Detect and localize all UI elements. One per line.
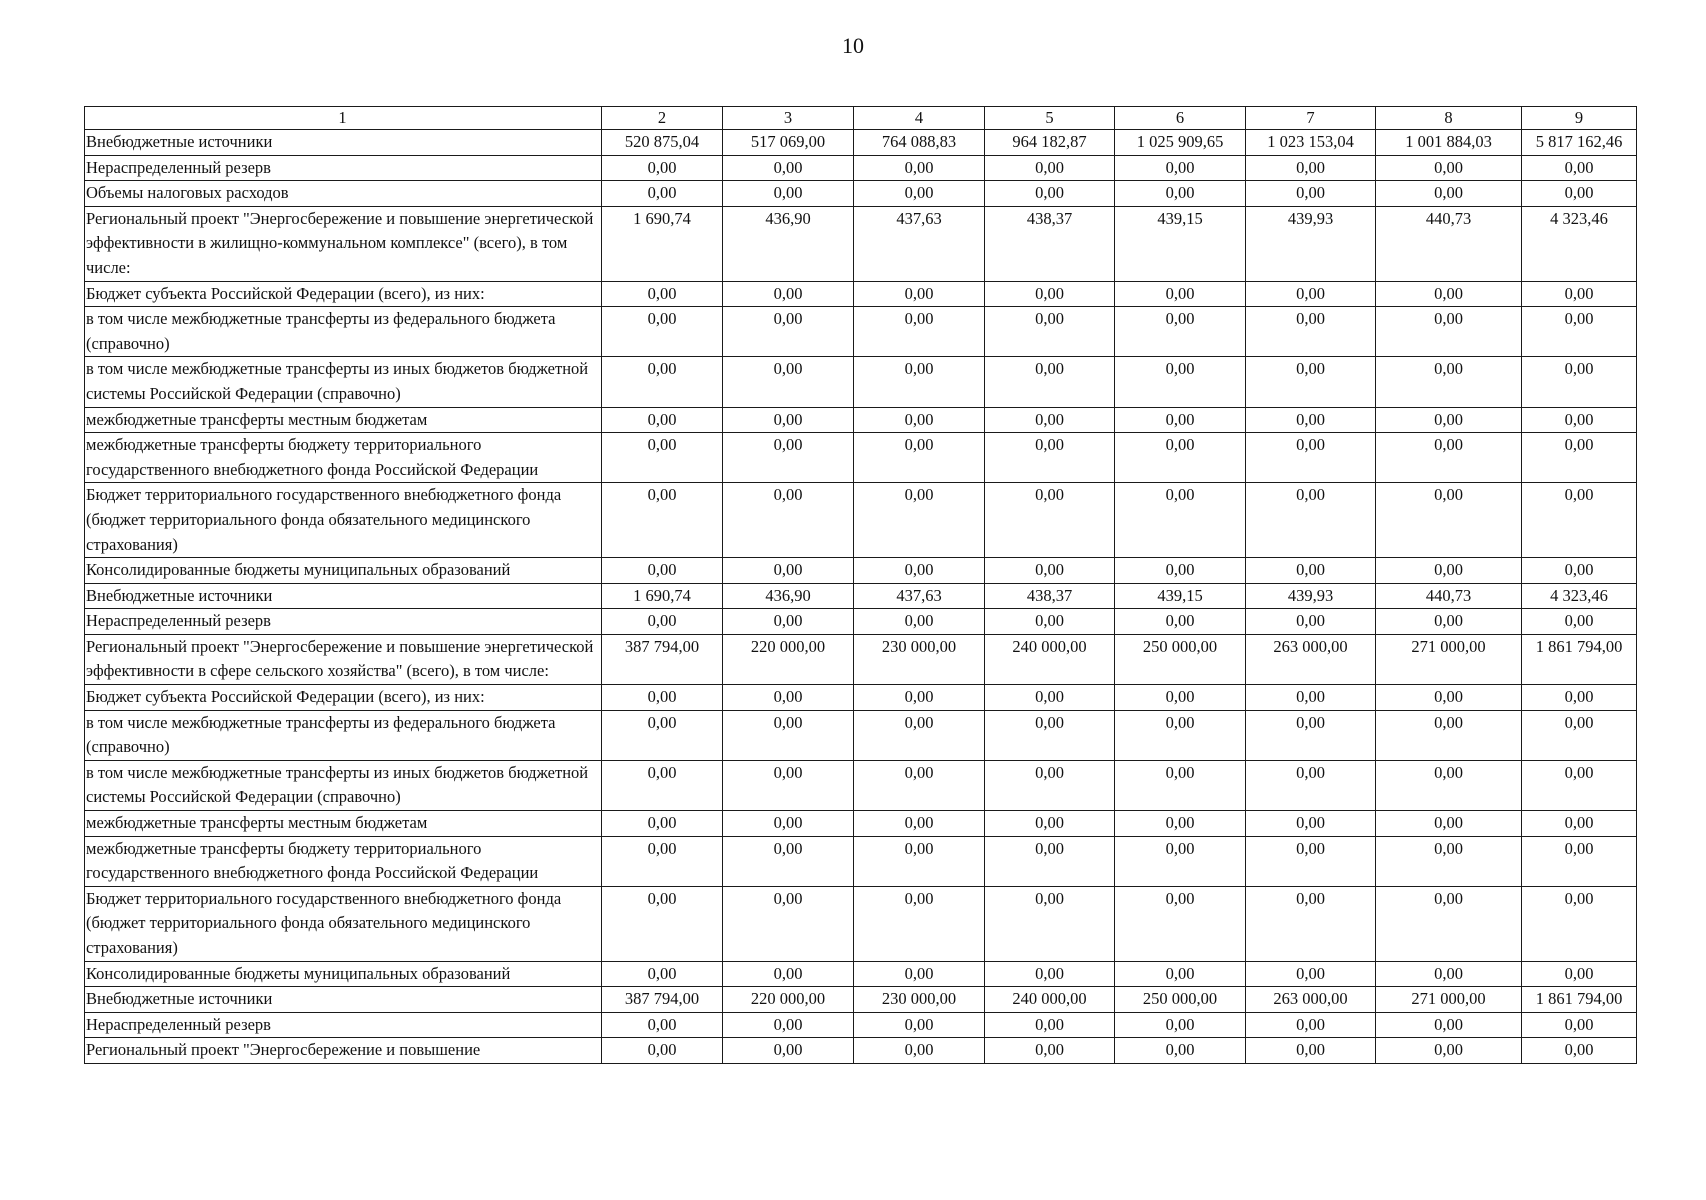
value-cell: 0,00	[602, 1038, 723, 1064]
table-row	[85, 483, 1637, 558]
value-cell: 0,00	[854, 836, 985, 886]
value-cell: 0,00	[1246, 609, 1376, 635]
value-cell: 387 794,00	[602, 987, 723, 1013]
value-cell: 0,00	[1115, 307, 1246, 357]
value-cell: 0,00	[723, 760, 854, 810]
value-cell: 0,00	[1246, 811, 1376, 837]
value-cell: 0,00	[1522, 307, 1637, 357]
row-label: Объемы налоговых расходов	[85, 181, 602, 207]
value-cell: 0,00	[854, 1012, 985, 1038]
value-cell: 0,00	[602, 181, 723, 207]
value-cell: 0,00	[1246, 281, 1376, 307]
value-cell: 0,00	[985, 811, 1115, 837]
value-cell: 0,00	[1115, 181, 1246, 207]
value-cell: 0,00	[1115, 407, 1246, 433]
row-label: в том числе межбюджетные трансферты из иных бюджетов бюджетной системы Российской Федерации (справочно)	[85, 357, 602, 407]
row-label: Бюджет субъекта Российской Федерации (всего), из них:	[85, 685, 602, 711]
value-cell: 0,00	[602, 609, 723, 635]
column-number-row	[85, 107, 1637, 130]
value-cell: 1 861 794,00	[1522, 634, 1637, 684]
value-cell: 271 000,00	[1376, 987, 1522, 1013]
value-cell: 0,00	[1376, 609, 1522, 635]
value-cell: 4 323,46	[1522, 206, 1637, 281]
value-cell: 230 000,00	[854, 987, 985, 1013]
row-label: в том числе межбюджетные трансферты из иных бюджетов бюджетной системы Российской Федерации (справочно)	[85, 760, 602, 810]
value-cell: 0,00	[985, 1012, 1115, 1038]
value-cell: 0,00	[1376, 357, 1522, 407]
table-row	[85, 181, 1637, 207]
value-cell: 0,00	[854, 181, 985, 207]
value-cell: 263 000,00	[1246, 987, 1376, 1013]
value-cell: 0,00	[854, 685, 985, 711]
table-row	[85, 1012, 1637, 1038]
table-row	[85, 685, 1637, 711]
value-cell: 0,00	[854, 433, 985, 483]
column-header: 6	[1115, 107, 1246, 130]
value-cell: 0,00	[985, 710, 1115, 760]
value-cell: 0,00	[1246, 155, 1376, 181]
value-cell: 0,00	[602, 483, 723, 558]
value-cell: 0,00	[602, 1012, 723, 1038]
page-number: 10	[842, 33, 864, 58]
value-cell: 764 088,83	[854, 130, 985, 156]
value-cell: 0,00	[985, 1038, 1115, 1064]
value-cell: 438,37	[985, 206, 1115, 281]
value-cell: 0,00	[985, 558, 1115, 584]
value-cell: 220 000,00	[723, 634, 854, 684]
value-cell: 440,73	[1376, 583, 1522, 609]
value-cell: 964 182,87	[985, 130, 1115, 156]
value-cell: 0,00	[985, 181, 1115, 207]
value-cell: 0,00	[854, 307, 985, 357]
value-cell: 0,00	[723, 181, 854, 207]
row-label: Внебюджетные источники	[85, 583, 602, 609]
value-cell: 0,00	[985, 357, 1115, 407]
value-cell: 0,00	[985, 307, 1115, 357]
row-label: межбюджетные трансферты местным бюджетам	[85, 407, 602, 433]
row-label: Внебюджетные источники	[85, 130, 602, 156]
value-cell: 0,00	[723, 483, 854, 558]
value-cell: 0,00	[1522, 1038, 1637, 1064]
value-cell: 0,00	[1376, 1012, 1522, 1038]
value-cell: 240 000,00	[985, 987, 1115, 1013]
value-cell: 0,00	[1522, 558, 1637, 584]
value-cell: 0,00	[723, 1012, 854, 1038]
value-cell: 0,00	[1115, 760, 1246, 810]
value-cell: 0,00	[723, 836, 854, 886]
value-cell: 0,00	[1522, 886, 1637, 961]
value-cell: 0,00	[985, 155, 1115, 181]
table-row	[85, 307, 1637, 357]
value-cell: 0,00	[602, 558, 723, 584]
column-header: 3	[723, 107, 854, 130]
value-cell: 0,00	[723, 433, 854, 483]
value-cell: 0,00	[854, 155, 985, 181]
value-cell: 0,00	[1246, 685, 1376, 711]
value-cell: 0,00	[1376, 836, 1522, 886]
value-cell: 0,00	[1376, 710, 1522, 760]
value-cell: 387 794,00	[602, 634, 723, 684]
value-cell: 0,00	[1246, 483, 1376, 558]
table-row	[85, 811, 1637, 837]
value-cell: 439,15	[1115, 206, 1246, 281]
table-row	[85, 634, 1637, 684]
column-header: 2	[602, 107, 723, 130]
value-cell: 0,00	[1376, 558, 1522, 584]
value-cell: 0,00	[602, 811, 723, 837]
value-cell: 0,00	[985, 760, 1115, 810]
value-cell: 0,00	[602, 961, 723, 987]
value-cell: 0,00	[1376, 407, 1522, 433]
table-row	[85, 961, 1637, 987]
value-cell: 0,00	[854, 407, 985, 433]
value-cell: 0,00	[1376, 886, 1522, 961]
value-cell: 0,00	[723, 609, 854, 635]
value-cell: 0,00	[1246, 357, 1376, 407]
value-cell: 0,00	[854, 357, 985, 407]
table-row	[85, 155, 1637, 181]
table-body	[85, 107, 1637, 1064]
value-cell: 0,00	[1246, 1012, 1376, 1038]
value-cell: 440,73	[1376, 206, 1522, 281]
row-label: Нераспределенный резерв	[85, 609, 602, 635]
value-cell: 0,00	[723, 407, 854, 433]
value-cell: 0,00	[1115, 710, 1246, 760]
value-cell: 436,90	[723, 206, 854, 281]
value-cell: 436,90	[723, 583, 854, 609]
value-cell: 0,00	[985, 483, 1115, 558]
value-cell: 0,00	[723, 1038, 854, 1064]
column-header: 9	[1522, 107, 1637, 130]
row-label: межбюджетные трансферты бюджету территориального государственного внебюджетного фонда Российской Федерации	[85, 433, 602, 483]
value-cell: 0,00	[723, 710, 854, 760]
value-cell: 0,00	[1115, 433, 1246, 483]
column-header: 4	[854, 107, 985, 130]
value-cell: 0,00	[1246, 836, 1376, 886]
table-row	[85, 760, 1637, 810]
table-row	[85, 281, 1637, 307]
value-cell: 0,00	[1522, 433, 1637, 483]
value-cell: 230 000,00	[854, 634, 985, 684]
value-cell: 0,00	[602, 685, 723, 711]
value-cell: 0,00	[602, 836, 723, 886]
value-cell: 0,00	[985, 961, 1115, 987]
row-label: в том числе межбюджетные трансферты из федерального бюджета (справочно)	[85, 307, 602, 357]
value-cell: 0,00	[1115, 357, 1246, 407]
value-cell: 0,00	[602, 357, 723, 407]
value-cell: 0,00	[1522, 961, 1637, 987]
row-label: Нераспределенный резерв	[85, 1012, 602, 1038]
value-cell: 0,00	[602, 760, 723, 810]
value-cell: 520 875,04	[602, 130, 723, 156]
value-cell: 0,00	[1115, 281, 1246, 307]
value-cell: 250 000,00	[1115, 634, 1246, 684]
row-label: Внебюджетные источники	[85, 987, 602, 1013]
value-cell: 0,00	[1115, 609, 1246, 635]
value-cell: 0,00	[1246, 181, 1376, 207]
value-cell: 437,63	[854, 583, 985, 609]
value-cell: 0,00	[985, 407, 1115, 433]
value-cell: 0,00	[1115, 155, 1246, 181]
value-cell: 0,00	[985, 281, 1115, 307]
value-cell: 0,00	[1246, 1038, 1376, 1064]
value-cell: 0,00	[1522, 281, 1637, 307]
column-header: 8	[1376, 107, 1522, 130]
table-row	[85, 836, 1637, 886]
row-label: Бюджет субъекта Российской Федерации (всего), из них:	[85, 281, 602, 307]
value-cell: 1 861 794,00	[1522, 987, 1637, 1013]
value-cell: 439,93	[1246, 583, 1376, 609]
value-cell: 263 000,00	[1246, 634, 1376, 684]
value-cell: 0,00	[1115, 836, 1246, 886]
table-row	[85, 710, 1637, 760]
column-header: 7	[1246, 107, 1376, 130]
row-label: Бюджет территориального государственного внебюджетного фонда (бюджет территориального фонда обязательного медицинского страхования)	[85, 483, 602, 558]
value-cell: 0,00	[1115, 1012, 1246, 1038]
value-cell: 0,00	[1115, 1038, 1246, 1064]
value-cell: 0,00	[1376, 155, 1522, 181]
value-cell: 0,00	[854, 811, 985, 837]
value-cell: 0,00	[602, 281, 723, 307]
value-cell: 0,00	[1376, 433, 1522, 483]
value-cell: 0,00	[854, 1038, 985, 1064]
value-cell: 0,00	[602, 433, 723, 483]
row-label: Региональный проект "Энергосбережение и повышение энергетической эффективности в жилищно-коммунальном комплексе" (всего), в том числе:	[85, 206, 602, 281]
value-cell: 0,00	[723, 685, 854, 711]
table-row	[85, 609, 1637, 635]
value-cell: 0,00	[854, 961, 985, 987]
row-label: в том числе межбюджетные трансферты из федерального бюджета (справочно)	[85, 710, 602, 760]
value-cell: 0,00	[1246, 710, 1376, 760]
value-cell: 0,00	[1522, 1012, 1637, 1038]
value-cell: 0,00	[602, 407, 723, 433]
value-cell: 0,00	[1522, 483, 1637, 558]
value-cell: 0,00	[1522, 609, 1637, 635]
value-cell: 5 817 162,46	[1522, 130, 1637, 156]
value-cell: 220 000,00	[723, 987, 854, 1013]
value-cell: 0,00	[1246, 307, 1376, 357]
value-cell: 0,00	[723, 155, 854, 181]
table-row	[85, 407, 1637, 433]
value-cell: 0,00	[1376, 483, 1522, 558]
value-cell: 271 000,00	[1376, 634, 1522, 684]
value-cell: 0,00	[723, 281, 854, 307]
value-cell: 0,00	[985, 433, 1115, 483]
value-cell: 517 069,00	[723, 130, 854, 156]
table-row	[85, 1038, 1637, 1064]
value-cell: 0,00	[854, 760, 985, 810]
value-cell: 437,63	[854, 206, 985, 281]
value-cell: 0,00	[1376, 1038, 1522, 1064]
value-cell: 1 001 884,03	[1376, 130, 1522, 156]
value-cell: 1 023 153,04	[1246, 130, 1376, 156]
value-cell: 0,00	[854, 281, 985, 307]
value-cell: 0,00	[1115, 685, 1246, 711]
value-cell: 0,00	[854, 886, 985, 961]
value-cell: 0,00	[723, 961, 854, 987]
value-cell: 0,00	[723, 886, 854, 961]
value-cell: 0,00	[1246, 961, 1376, 987]
value-cell: 0,00	[1522, 685, 1637, 711]
value-cell: 240 000,00	[985, 634, 1115, 684]
value-cell: 0,00	[1522, 357, 1637, 407]
row-label: Консолидированные бюджеты муниципальных образований	[85, 961, 602, 987]
table-row	[85, 357, 1637, 407]
value-cell: 0,00	[1376, 685, 1522, 711]
value-cell: 0,00	[1115, 483, 1246, 558]
row-label: Консолидированные бюджеты муниципальных образований	[85, 558, 602, 584]
value-cell: 0,00	[723, 357, 854, 407]
value-cell: 0,00	[1115, 558, 1246, 584]
table-row	[85, 583, 1637, 609]
value-cell: 0,00	[1246, 433, 1376, 483]
value-cell: 0,00	[854, 483, 985, 558]
column-header: 1	[85, 107, 602, 130]
value-cell: 0,00	[723, 811, 854, 837]
value-cell: 0,00	[1115, 886, 1246, 961]
value-cell: 0,00	[1376, 961, 1522, 987]
table-row	[85, 558, 1637, 584]
value-cell: 439,15	[1115, 583, 1246, 609]
value-cell: 0,00	[602, 155, 723, 181]
value-cell: 0,00	[1246, 886, 1376, 961]
budget-table	[84, 106, 1637, 1064]
value-cell: 0,00	[985, 685, 1115, 711]
row-label: Бюджет территориального государственного внебюджетного фонда (бюджет территориального фонда обязательного медицинского страхования)	[85, 886, 602, 961]
row-label: межбюджетные трансферты бюджету территориального государственного внебюджетного фонда Российской Федерации	[85, 836, 602, 886]
value-cell: 0,00	[1376, 307, 1522, 357]
row-label: межбюджетные трансферты местным бюджетам	[85, 811, 602, 837]
value-cell: 0,00	[723, 307, 854, 357]
table-row	[85, 206, 1637, 281]
row-label: Региональный проект "Энергосбережение и повышение	[85, 1038, 602, 1064]
column-header: 5	[985, 107, 1115, 130]
value-cell: 0,00	[1522, 710, 1637, 760]
value-cell: 0,00	[1522, 760, 1637, 810]
value-cell: 0,00	[985, 609, 1115, 635]
value-cell: 0,00	[1522, 836, 1637, 886]
value-cell: 0,00	[602, 307, 723, 357]
value-cell: 0,00	[602, 886, 723, 961]
row-label: Нераспределенный резерв	[85, 155, 602, 181]
table-row	[85, 433, 1637, 483]
value-cell: 0,00	[1522, 155, 1637, 181]
value-cell: 438,37	[985, 583, 1115, 609]
value-cell: 0,00	[985, 836, 1115, 886]
value-cell: 0,00	[1376, 181, 1522, 207]
value-cell: 1 690,74	[602, 583, 723, 609]
value-cell: 0,00	[854, 609, 985, 635]
value-cell: 0,00	[1376, 811, 1522, 837]
table-row	[85, 886, 1637, 961]
value-cell: 0,00	[1522, 811, 1637, 837]
value-cell: 0,00	[1376, 760, 1522, 810]
value-cell: 0,00	[1246, 407, 1376, 433]
value-cell: 439,93	[1246, 206, 1376, 281]
value-cell: 250 000,00	[1115, 987, 1246, 1013]
value-cell: 0,00	[985, 886, 1115, 961]
value-cell: 1 025 909,65	[1115, 130, 1246, 156]
value-cell: 0,00	[1246, 760, 1376, 810]
value-cell: 0,00	[1376, 281, 1522, 307]
value-cell: 0,00	[602, 710, 723, 760]
value-cell: 0,00	[1115, 961, 1246, 987]
value-cell: 0,00	[723, 558, 854, 584]
value-cell: 1 690,74	[602, 206, 723, 281]
table-row	[85, 987, 1637, 1013]
table-row	[85, 130, 1637, 156]
row-label: Региональный проект "Энергосбережение и повышение энергетической эффективности в сфере сельского хозяйства" (всего), в том числе:	[85, 634, 602, 684]
value-cell: 0,00	[854, 710, 985, 760]
value-cell: 0,00	[854, 558, 985, 584]
value-cell: 0,00	[1246, 558, 1376, 584]
value-cell: 0,00	[1115, 811, 1246, 837]
value-cell: 0,00	[1522, 181, 1637, 207]
value-cell: 0,00	[1522, 407, 1637, 433]
value-cell: 4 323,46	[1522, 583, 1637, 609]
